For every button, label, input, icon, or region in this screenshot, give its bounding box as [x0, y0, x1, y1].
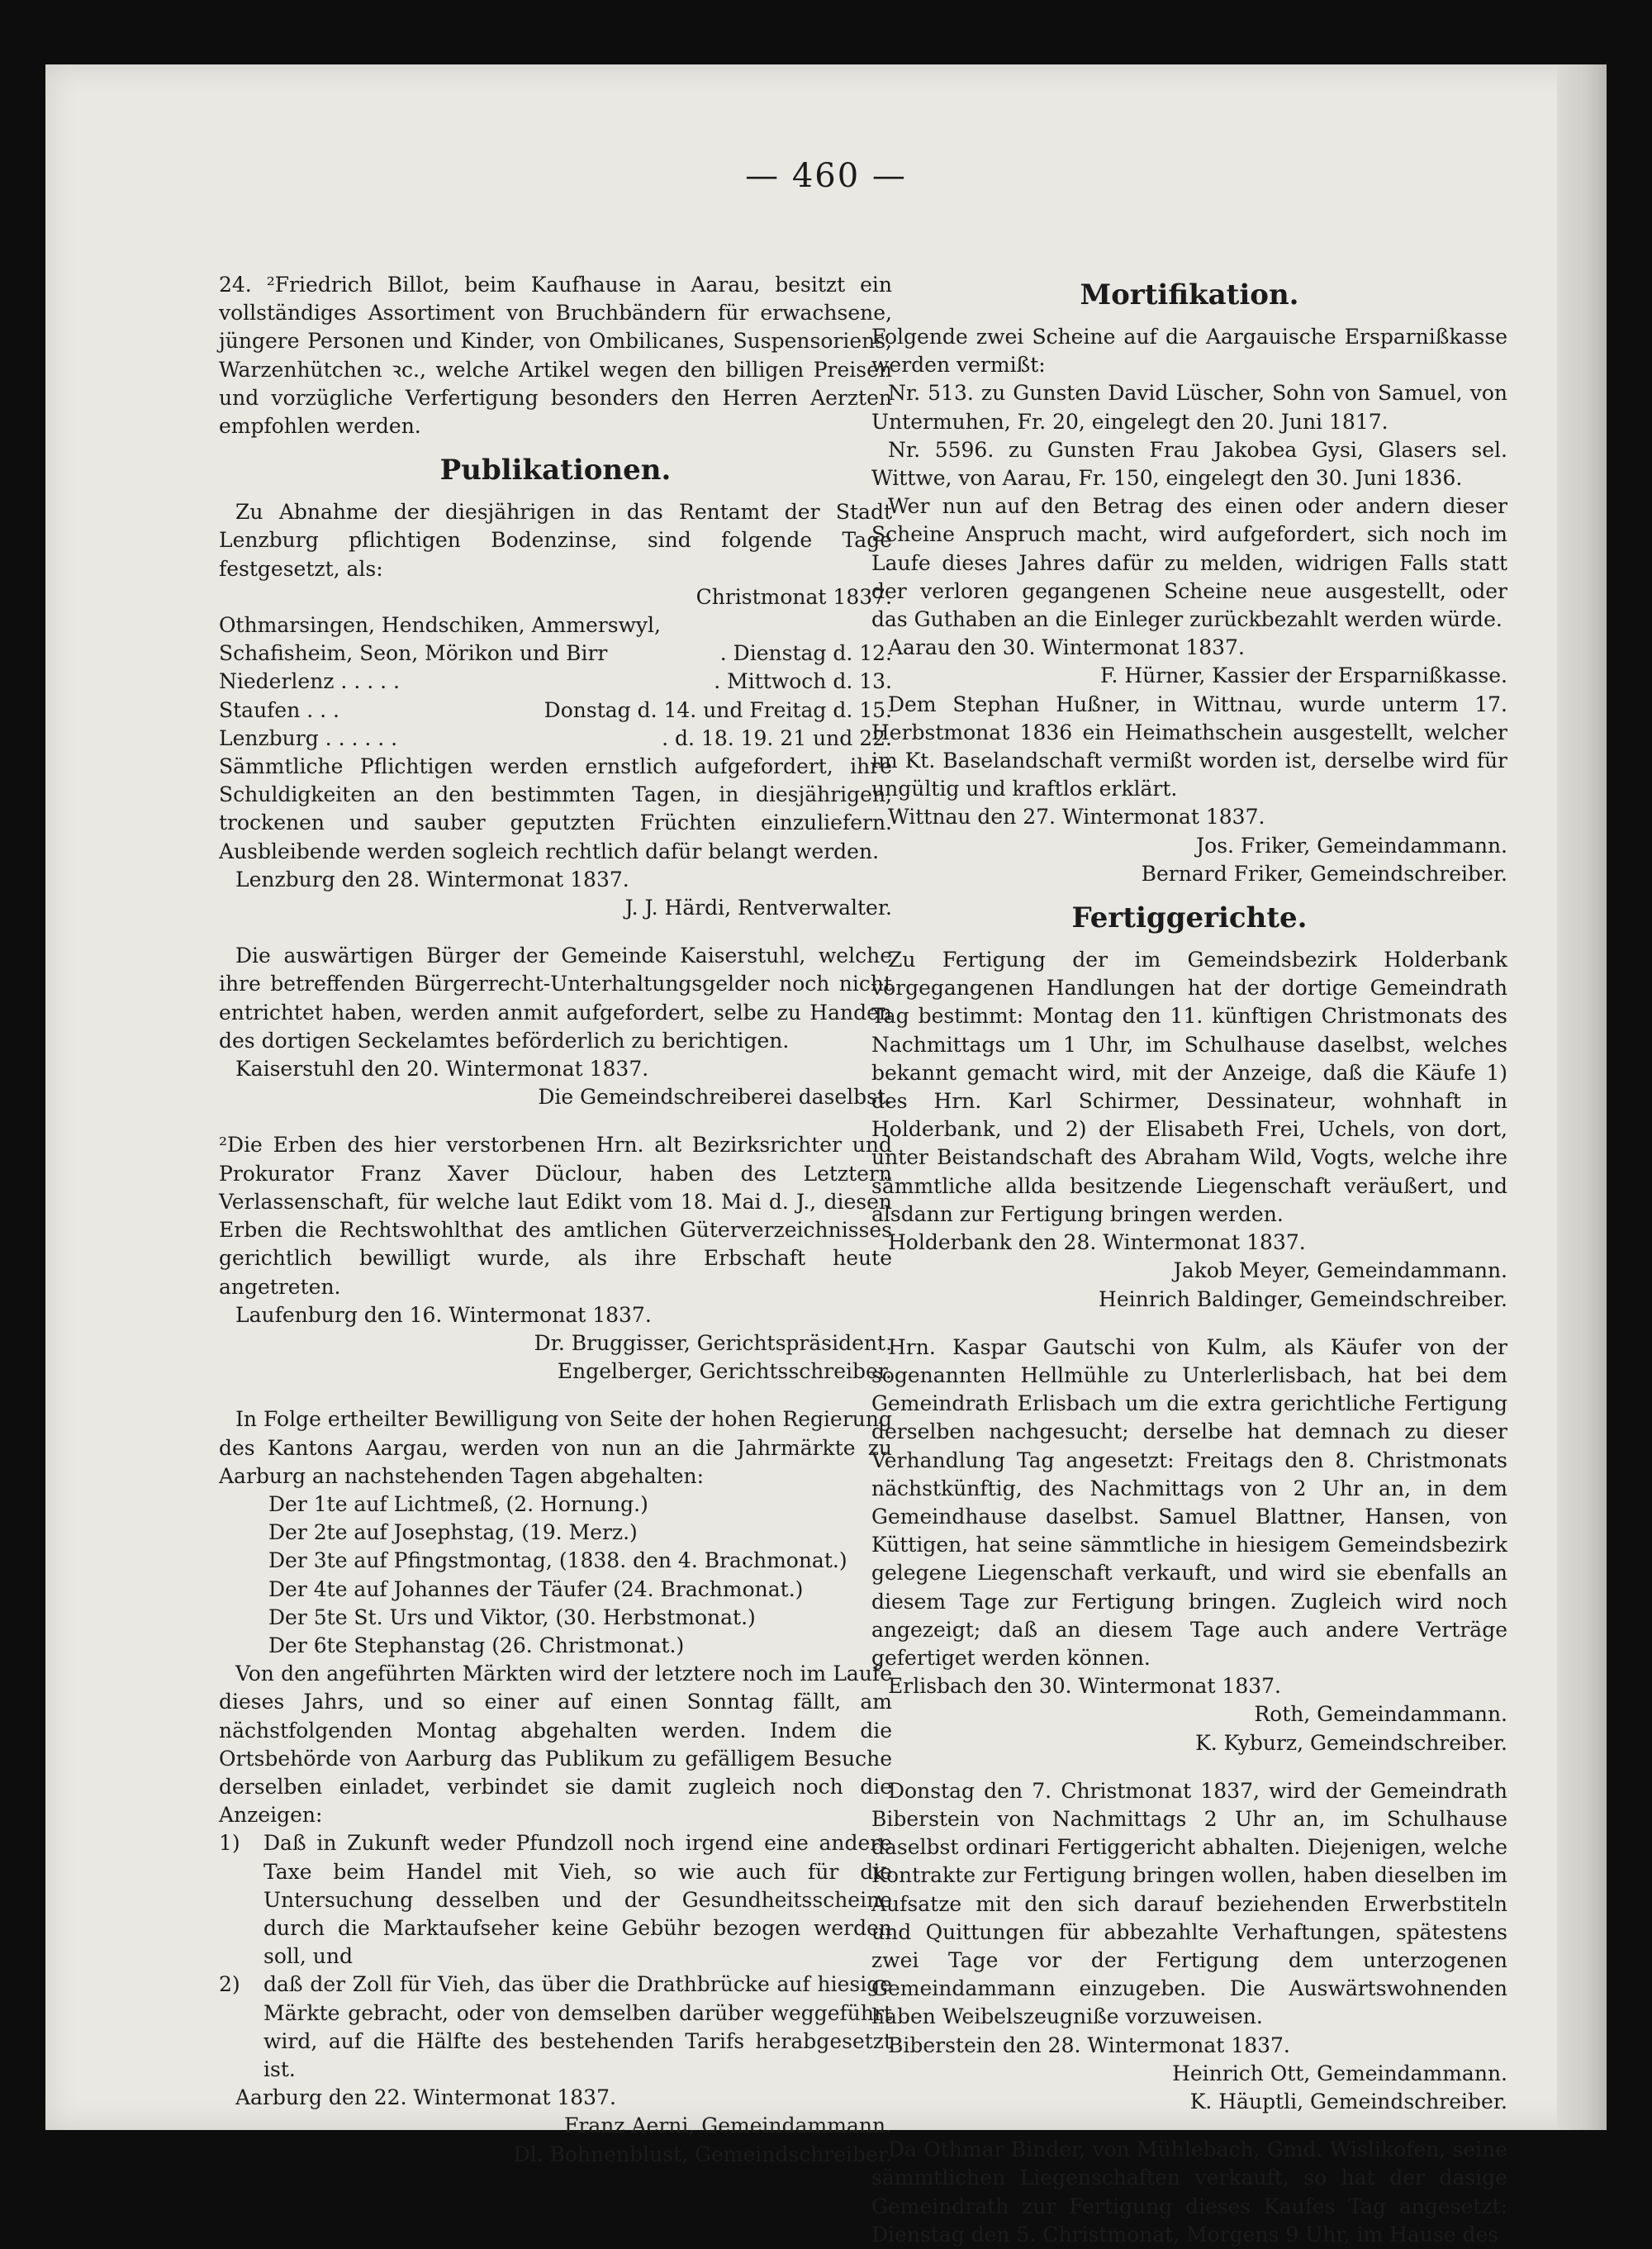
notice-billot: 24. ²Friedrich Billot, beim Kaufhause in Aarau, besitzt ein vollständiges Assortiment von Bruchbändern für erwachsene, jüngere Personen und Kinder, von Ombilicanes, Suspensoriens, Warzenhütchen ꝛc., welche Artikel wegen den billigen Preisen und vorzügliche Verfertigung besonders den Herren Aerzten empfohlen werden. — [219, 273, 892, 439]
kaiserstuhl-date: Kaiserstuhl den 20. Wintermonat 1837. — [235, 1057, 649, 1082]
list-item: Der 5te St. Urs und Viktor, (30. Herbstmonat.) — [268, 1605, 756, 1629]
list-item: Der 4te auf Johannes der Täufer (24. Brachmonat.) — [268, 1576, 804, 1601]
list-item: Der 3te auf Pfingstmontag, (1838. den 4. Brachmonat.) — [268, 1548, 847, 1573]
kaiserstuhl-signature: Die Gemeindschreiberei daselbst. — [538, 1085, 892, 1110]
right-column — [871, 277, 1507, 2249]
biberstein-signature-1: Heinrich Ott, Gemeindammann. — [1172, 2061, 1507, 2085]
lenzburg-signature: J. J. Härdi, Rentverwalter. — [624, 896, 892, 920]
wittnau-signature-1: Jos. Friker, Gemeindammann. — [1196, 833, 1507, 858]
holderbank-signature-2: Heinrich Baldinger, Gemeindschreiber. — [1099, 1286, 1507, 1311]
aarburg-date: Aarburg den 22. Wintermonat 1837. — [235, 2085, 616, 2110]
schedule-row: Lenzburg . . . . . . . d. 18. 19. 21 und 22. — [219, 725, 892, 750]
aarburg-intro: In Folge ertheilter Bewilligung von Seite der hohen Regierung des Kantons Aargau, werden von nun an die Jahrmärkte zu Aarburg an nachstehenden Tagen abgehalten: — [219, 1407, 892, 1488]
mortifikation-signature: F. Hürner, Kassier der Ersparnißkasse. — [1100, 663, 1507, 688]
laufenburg-signature-2: Engelberger, Gerichtsschreiber. — [557, 1359, 892, 1384]
left-column — [219, 271, 892, 2169]
schedule-row: Staufen . . . Donstag d. 14. und Freitag d. 15. — [219, 697, 892, 722]
holderbank-body: Zu Fertigung der im Gemeindsbezirk Holderbank vorgegangenen Handlungen hat der dortige Gemeindrath Tag bestimmt: Montag den 11. künftigen Christmonats des Nachmittags um 1 Uhr, im Schulhause daselbst, welches bekannt gemacht wird, mit der Anzeige, daß die Käufe 1) des Hrn. Karl Schirmer, Dessinateur, wohnhaft in Holderbank, und 2) der Elisabeth Frei, Uchels, von dort, unter Beistandschaft des Abraham Wild, Vogts, welche ihre sämmtliche allda besitzende Liegenschaft veräußert, und alsdann zur Fertigung bringen werden. — [871, 948, 1507, 1226]
list-item: Der 1te auf Lichtmeß, (2. Hornung.) — [268, 1491, 648, 1516]
wittnau-body: Dem Stephan Hußner, in Wittnau, wurde unterm 17. Herbstmonat 1836 ein Heimathschein ausgestellt, welcher im Kt. Baselandschaft vermißt worden ist, derselbe wird für ungültig und kraftlos erklärt. — [871, 692, 1507, 801]
newspaper-page — [45, 64, 1607, 2247]
aarburg-body: Von den angeführten Märkten wird der letztere noch im Laufe dieses Jahrs, und so einer auf einen Sonntag fällt, am nächstfolgenden Montag abgehalten werden. Indem die Ortsbehörde von Aarburg das Publikum zu gefälligem Besuche derselben einladet, verbindet sie damit zugleich noch die Anzeigen: — [219, 1662, 892, 1828]
market-list — [219, 1491, 892, 1660]
lenzburg-schedule — [219, 611, 892, 753]
heading-fertiggerichte: Fertiggerichte. — [1071, 901, 1308, 935]
wittnau-date: Wittnau den 27. Wintermonat 1837. — [888, 805, 1265, 830]
mortifikation-date: Aarau den 30. Wintermonat 1837. — [888, 635, 1245, 660]
aarburg-signature-1: Franz Aerni, Gemeindammann. — [564, 2113, 892, 2138]
list-item: Der 2te auf Josephstag, (19. Merz.) — [268, 1520, 638, 1545]
laufenburg-date: Laufenburg den 16. Wintermonat 1837. — [235, 1302, 652, 1327]
lenzburg-month: Christmonat 1837. — [695, 584, 892, 609]
mortifikation-intro: Folgende zwei Scheine auf die Aargauische Ersparnißkasse werden vermißt: — [871, 325, 1507, 378]
erlisbach-date: Erlisbach den 30. Wintermonat 1837. — [888, 1674, 1282, 1699]
erlisbach-signature-1: Roth, Gemeindammann. — [1254, 1702, 1507, 1727]
biberstein-signature-2: K. Häuptli, Gemeindschreiber. — [1189, 2089, 1507, 2113]
biberstein-date: Biberstein den 28. Wintermonat 1837. — [888, 2033, 1290, 2057]
lenzburg-date: Lenzburg den 28. Wintermonat 1837. — [235, 867, 629, 892]
erlisbach-body: Hrn. Kaspar Gautschi von Kulm, als Käufer von der sogenannten Hellmühle zu Unterlerlisbach, hat bei dem Gemeindrath Erlisbach um die extra gerichtliche Fertigung derselben nachgesucht; derselbe hat demnach zu dieser Verhandlung Tag angesetzt: Freitags den 8. Christmonats nächstkünftig, des Nachmittags von 2 Uhr an, in dem Gemeindhause daselbst. Samuel Blattner, Hansen, von Küttigen, hat seine sämmtliche in hiesigem Gemeindsbezirk gelegene Liegenschaft verkauft, und wird sie ebenfalls an diesem Tage zur Fertigung bringen. Zugleich wird noch angezeigt; daß an diesem Tage auch andere Verträge gefertiget werden können. — [871, 1334, 1507, 1670]
page-number: — 460 — — [745, 157, 907, 195]
lenzburg-body: Sämmtliche Pflichtigen werden ernstlich aufgefordert, ihre Schuldigkeiten an den bestimmten Tagen, in diesjährigen, trockenen und sauber geputzten Früchten einzuliefern. Ausbleibende werden sogleich rechtlich dafür belangt werden. — [219, 754, 892, 863]
laufenburg-body: ²Die Erben des hier verstorbenen Hrn. alt Bezirksrichter und Prokurator Franz Xaver Düclour, haben des Letztern Verlassenschaft, für welche laut Edikt vom 18. Mai d. J., diesen Erben die Rechtswohlthat des amtlichen Güterverzeichnisses gerichtlich bewilligt wurde, als ihre Erbschaft heute angetreten. — [219, 1133, 892, 1299]
laufenburg-signature-1: Dr. Bruggisser, Gerichtspräsident. — [534, 1330, 892, 1355]
holderbank-signature-1: Jakob Meyer, Gemeindammann. — [1173, 1258, 1507, 1283]
wislikofen-body: Da Othmar Binder, von Mühlebach, Gmd. Wislikofen, seine sämmtlichen Liegenschaften verkauft, so hat der dasige Gemeindrath zur Fertigung dieses Kaufes Tag angesetzt: Dienstag den 5. Christmonat, Morgens 9 Uhr, im Hause des — [871, 2137, 1507, 2247]
mortifikation-body: Wer nun auf den Betrag des einen oder andern dieser Scheine Anspruch macht, wird aufgefordert, sich noch im Laufe dieses Jahres dafür zu melden, widrigen Falls statt der verloren gegangenen Scheine neue ausgestellt, oder das Guthaben an die Einleger zurückbezahlt werden würde. — [871, 494, 1507, 632]
list-item: 1) Daß in Zukunft weder Pfundzoll noch irgend eine andere Taxe beim Handel mit Vieh, so wie auch für die Untersuchung desselben und der Gesundheitsscheine durch die Marktaufseher keine Gebühr bezogen werden soll, und — [219, 1831, 892, 1969]
kaiserstuhl-body: Die auswärtigen Bürger der Gemeinde Kaiserstuhl, welche ihre betreffenden Bürgerrecht-Unterhaltungsgelder noch nicht entrichtet haben, werden anmit aufgefordert, selbe zu Handen des dortigen Seckelamtes beförderlich zu berichtigen. — [219, 944, 892, 1053]
biberstein-body: Donstag den 7. Christmonat 1837, wird der Gemeindrath Biberstein von Nachmittags 2 Uhr an, im Schulhause daselbst ordinari Fertiggericht abhalten. Diejenigen, welche Kontrakte zur Fertigung bringen wollen, haben dieselben im Aufsatze mit den sich darauf beziehenden Erwerbstiteln und Quittungen für abbezahlte Verhaftungen, spätestens zwei Tage vor der Fertigung dem unterzogenen Gemeindammann einzugeben. Die Auswärtswohnenden haben Weibelszeugniße vorzuweisen. — [871, 1778, 1507, 2029]
schedule-row: Schafisheim, Seon, Mörikon und Birr . Dienstag d. 12. — [219, 641, 892, 666]
page-edge — [1557, 64, 1607, 2130]
holderbank-date: Holderbank den 28. Wintermonat 1837. — [888, 1230, 1306, 1255]
lenzburg-intro: Zu Abnahme der diesjährigen in das Rentamt der Stadt Lenzburg pflichtigen Bodenzinse, sind folgende Tage festgesetzt, als: — [219, 500, 892, 581]
schedule-row: Othmarsingen, Hendschiken, Ammerswyl, — [219, 613, 661, 638]
schedule-row: Niederlenz . . . . . . Mittwoch d. 13. — [219, 669, 892, 694]
wittnau-signature-2: Bernard Friker, Gemeindschreiber. — [1141, 861, 1507, 886]
aarburg-signature-2: Dl. Bohnenblust, Gemeindschreiber. — [513, 2142, 892, 2166]
list-item: Der 6te Stephanstag (26. Christmonat.) — [268, 1633, 685, 1657]
heading-mortifikation: Mortifikation. — [1080, 278, 1299, 311]
mortifikation-item-2: Nr. 5596. zu Gunsten Frau Jakobea Gysi, Glasers sel. Wittwe, von Aarau, Fr. 150, eingelegt den 30. Juni 1836. — [871, 437, 1507, 491]
mortifikation-item-1: Nr. 513. zu Gunsten David Lüscher, Sohn von Samuel, von Untermuhen, Fr. 20, eingelegt den 20. Juni 1817. — [871, 381, 1507, 434]
heading-publikationen: Publikationen. — [439, 454, 672, 487]
list-item: 2) daß der Zoll für Vieh, das über die Drathbrücke auf hiesige Märkte gebracht, oder von demselben darüber weggeführt wird, auf die Hälfte des bestehenden Tarifs herabgesetzt ist. — [219, 1972, 892, 2081]
erlisbach-signature-2: K. Kyburz, Gemeindschreiber. — [1195, 1730, 1507, 1755]
